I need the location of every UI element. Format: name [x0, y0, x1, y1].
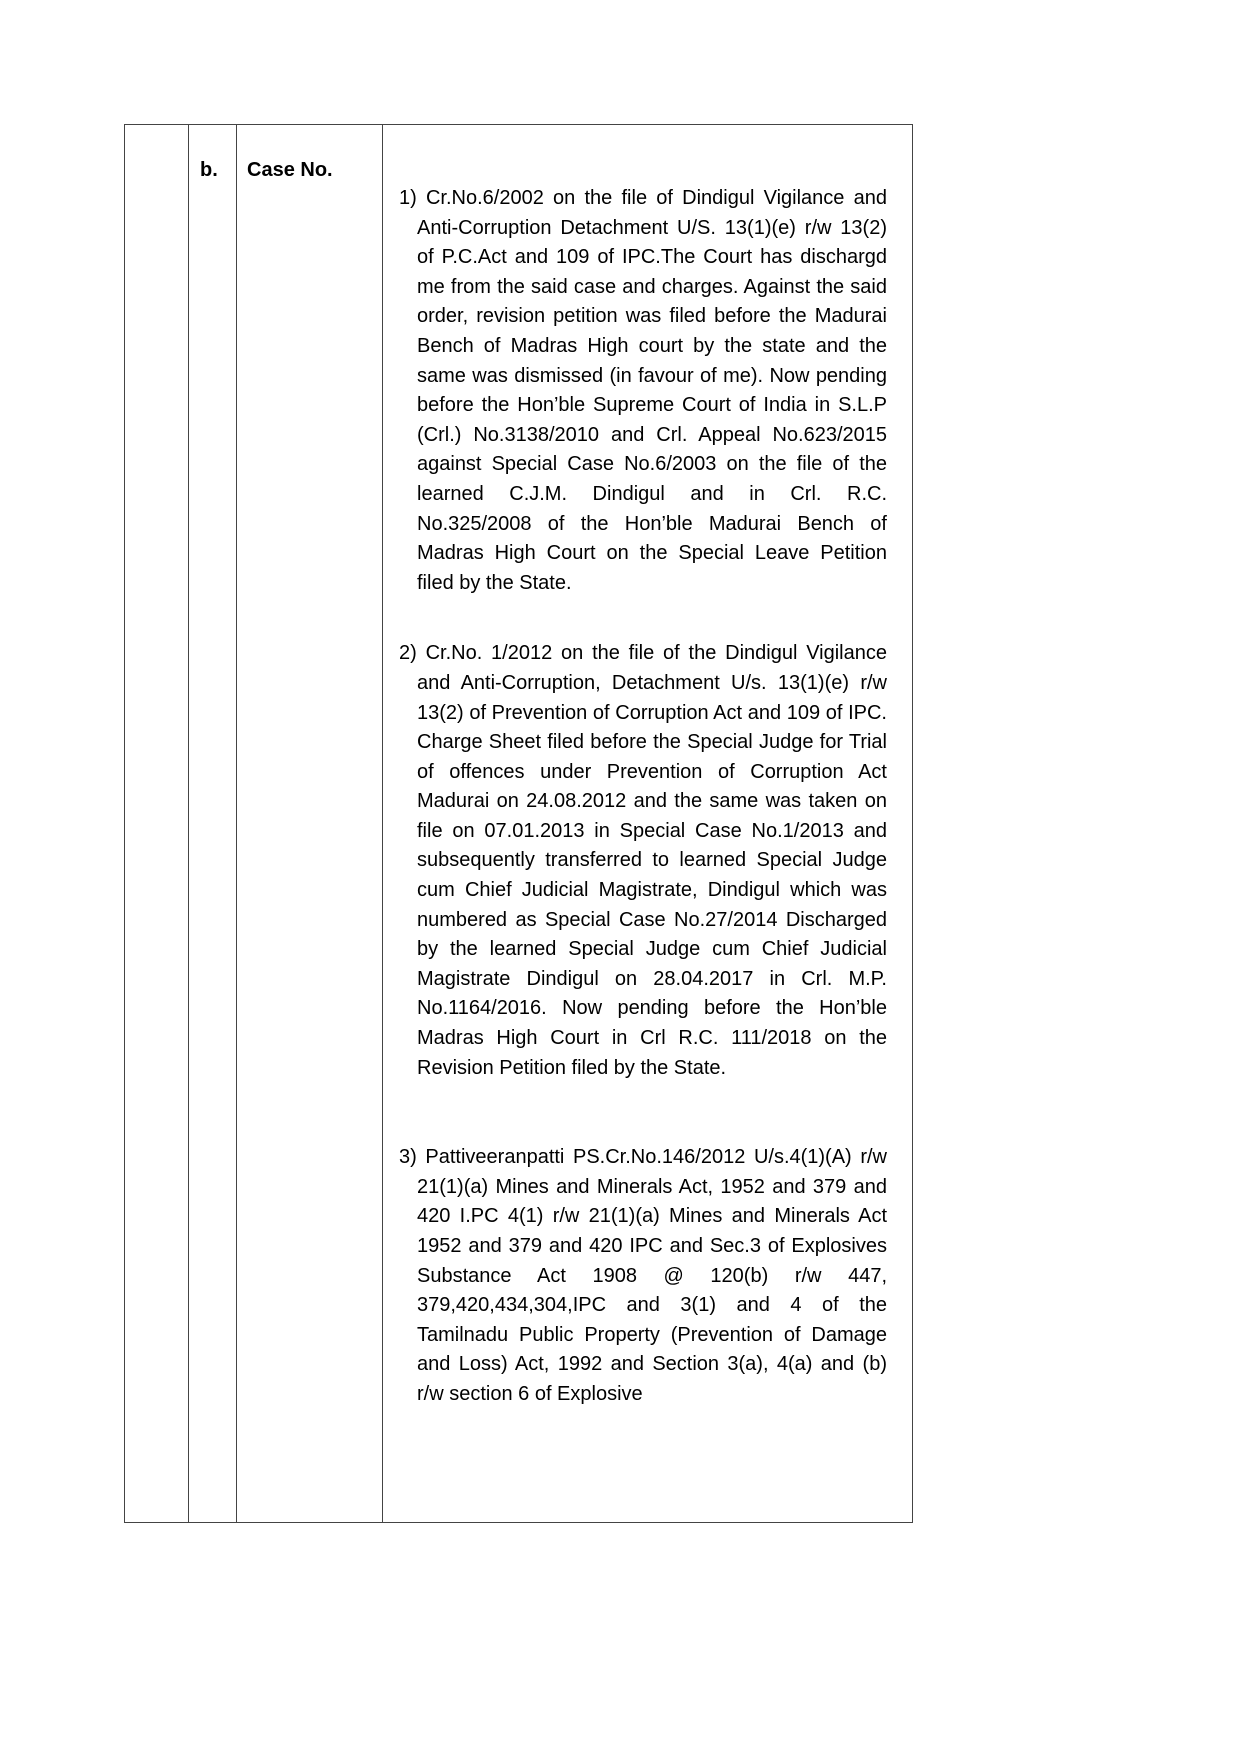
case-entries	[399, 184, 887, 1410]
case-entry: 3) Pattiveeranpatti PS.Cr.No.146/2012 U/s.4(1)(A) r/w 21(1)(a) Mines and Minerals Act, 1952 and 379 and 420 I.PC 4(1) r/w 21(1)(a) Mines and Minerals Act 1952 and 379 and 420 IPC and Sec.3 of Explosives Substance Act 1908 @ 120(b) r/w 447, 379,420,434,304,IPC and 3(1) and 4 of the Tamilnadu Public Property (Prevention of Damage and Loss) Act, 1992 and Section 3(a), 4(a) and (b) r/w section 6 of Explosive	[399, 1146, 887, 1405]
column-divider	[188, 125, 189, 1522]
column-divider	[236, 125, 237, 1522]
item-letter: b.	[200, 159, 218, 181]
item-label: Case No.	[247, 159, 333, 181]
case-entry: 1) Cr.No.6/2002 on the file of Dindigul Vigilance and Anti-Corruption Detachment U/S. 13(1)(e) r/w 13(2) of P.C.Act and 109 of IPC.The Court has dischargd me from the said case and charges. Against the said order, revision petition was filed before the Madurai Bench of Madras High court by the state and the same was dismissed (in favour of me). Now pending before the Hon’ble Supreme Court of India in S.L.P (Crl.) No.3138/2010 and Crl. Appeal No.623/2015 against Special Case No.6/2003 on the file of the learned C.J.M. Dindigul and in Crl. R.C. No.325/2008 of the Hon’ble Madurai Bench of Madras High Court on the Special Leave Petition filed by the State.	[399, 187, 887, 594]
column-divider	[382, 125, 383, 1522]
case-entry: 2) Cr.No. 1/2012 on the file of the Dindigul Vigilance and Anti-Corruption, Detachment U/s. 13(1)(e) r/w 13(2) of Prevention of Corruption Act and 109 of IPC. Charge Sheet filed before the Special Judge for Trial of offences under Prevention of Corruption Act Madurai on 24.08.2012 and the same was taken on file on 07.01.2013 in Special Case No.1/2013 and subsequently transferred to learned Special Judge cum Chief Judicial Magistrate, Dindigul which was numbered as Special Case No.27/2014 Discharged by the learned Special Judge cum Chief Judicial Magistrate Dindigul on 28.04.2017 in Crl. M.P. No.1164/2016. Now pending before the Hon’ble Madras High Court in Crl R.C. 111/2018 on the Revision Petition filed by the State.	[399, 642, 887, 1079]
